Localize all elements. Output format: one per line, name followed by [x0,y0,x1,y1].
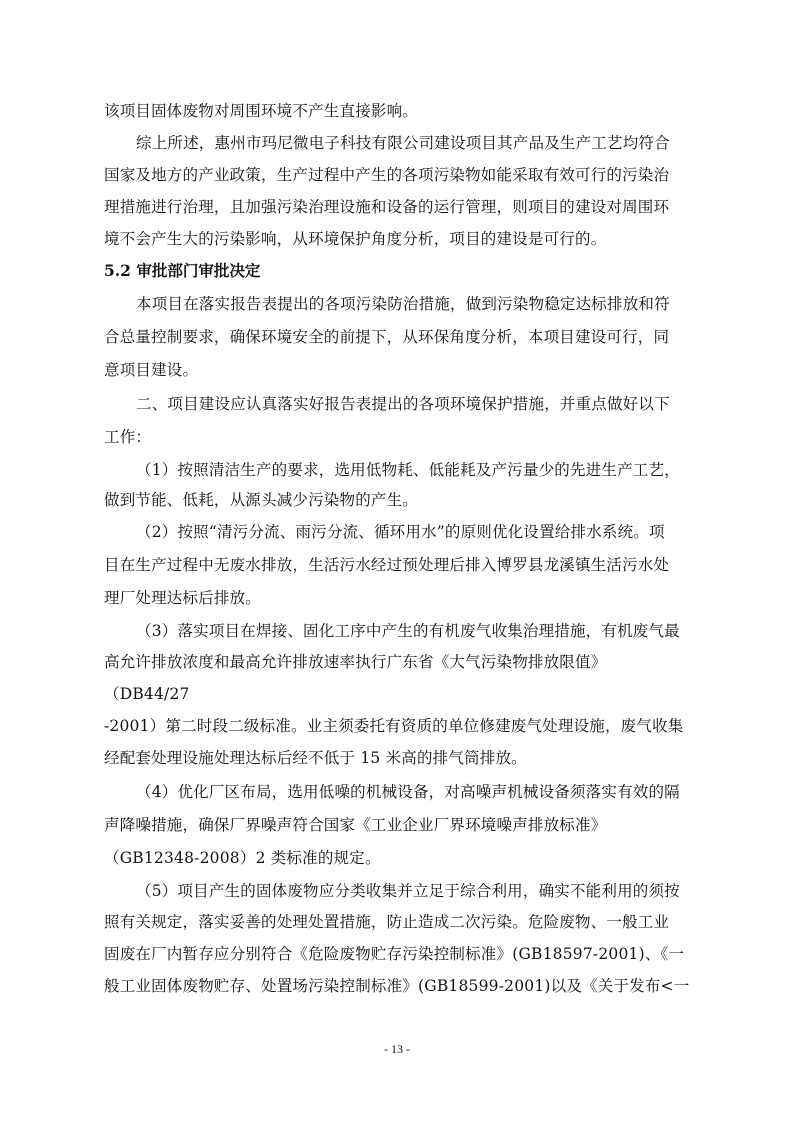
paragraph-line: 二、项目建设应认真落实好报告表提出的各项环境保护措施，并重点做好以下 [136,395,670,413]
paragraph-line: 照有关规定，落实妥善的处理处置措施，防止造成二次污染。危险废物、一般工业 [104,913,670,931]
paragraph-line: （2）按照“清污分流、雨污分流、循环用水”的原则优化设置给排水系统。项 [136,523,665,541]
page-number: - 13 - [384,1042,410,1056]
paragraph-line: 境不会产生大的污染影响，从环境保护角度分析，项目的建设是可行的。 [104,230,607,248]
paragraph-line: （GB12348-2008）2 类标准的规定。 [104,849,381,867]
paragraph-line: 高允许排放浓度和最高允许排放速率执行广东省《大气污染物排放限值》 [104,653,607,671]
paragraph-line: （1）按照清洁生产的要求，选用低物耗、低能耗及产污量少的先进生产工艺， [136,461,680,479]
paragraph-line: 经配套处理设施处理达标后经不低于 15 米高的排气筒排放。 [104,749,527,767]
paragraph-line: -2001）第二时段二级标准。业主须委托有资质的单位修建废气处理设施，废气收集 [104,717,684,735]
paragraph-line: 本项目在落实报告表提出的各项污染防治措施，做到污染物稳定达标排放和符 [136,295,670,313]
paragraph-line: 工作： [104,428,152,446]
section-heading: 5.2 审批部门审批决定 [104,261,261,280]
paragraph-line: 综上所述，惠州市玛尼微电子科技有限公司建设项目其产品及生产工艺均符合 [136,134,670,152]
paragraph-line: 国家及地方的产业政策，生产过程中产生的各项污染物如能采取有效可行的污染治 [104,166,670,184]
paragraph-line: 该项目固体废物对周围环境不产生直接影响。 [104,102,419,120]
paragraph-line: 目在生产过程中无废水排放，生活污水经过预处理后排入博罗县龙溪镇生活污水处 [104,556,670,574]
paragraph-line: （DB44/27 [104,685,190,703]
paragraph-line: （5）项目产生的固体废物应分类收集并立足于综合利用，确实不能利用的须按 [136,882,680,900]
paragraph-line: 固废在厂内暂存应分别符合《危险废物贮存污染控制标准》(GB18597-2001)、《一 [104,945,685,963]
paragraph-line: 合总量控制要求，确保环境安全的前提下，从环保角度分析，本项目建设可行，同 [104,328,670,346]
paragraph-line: （3）落实项目在焊接、固化工序中产生的有机废气收集治理措施，有机废气最 [136,622,680,640]
paragraph-line: 理措施进行治理，且加强污染治理设施和设备的运行管理，则项目的建设对周围环 [104,198,670,216]
paragraph-line: （4）优化厂区布局，选用低噪的机械设备，对高噪声机械设备须落实有效的隔 [136,783,680,801]
paragraph-line: 般工业固体废物贮存、处置场污染控制标准》(GB18599-2001)以及《关于发布<一 [104,977,690,995]
paragraph-line: 声降噪措施，确保厂界噪声符合国家《工业企业厂界环境噪声排放标准》 [104,816,607,834]
paragraph-line: 理厂处理达标后排放。 [104,589,262,607]
paragraph-line: 意项目建设。 [104,361,199,379]
paragraph-line: 做到节能、低耗，从源头减少污染物的产生。 [104,491,419,509]
